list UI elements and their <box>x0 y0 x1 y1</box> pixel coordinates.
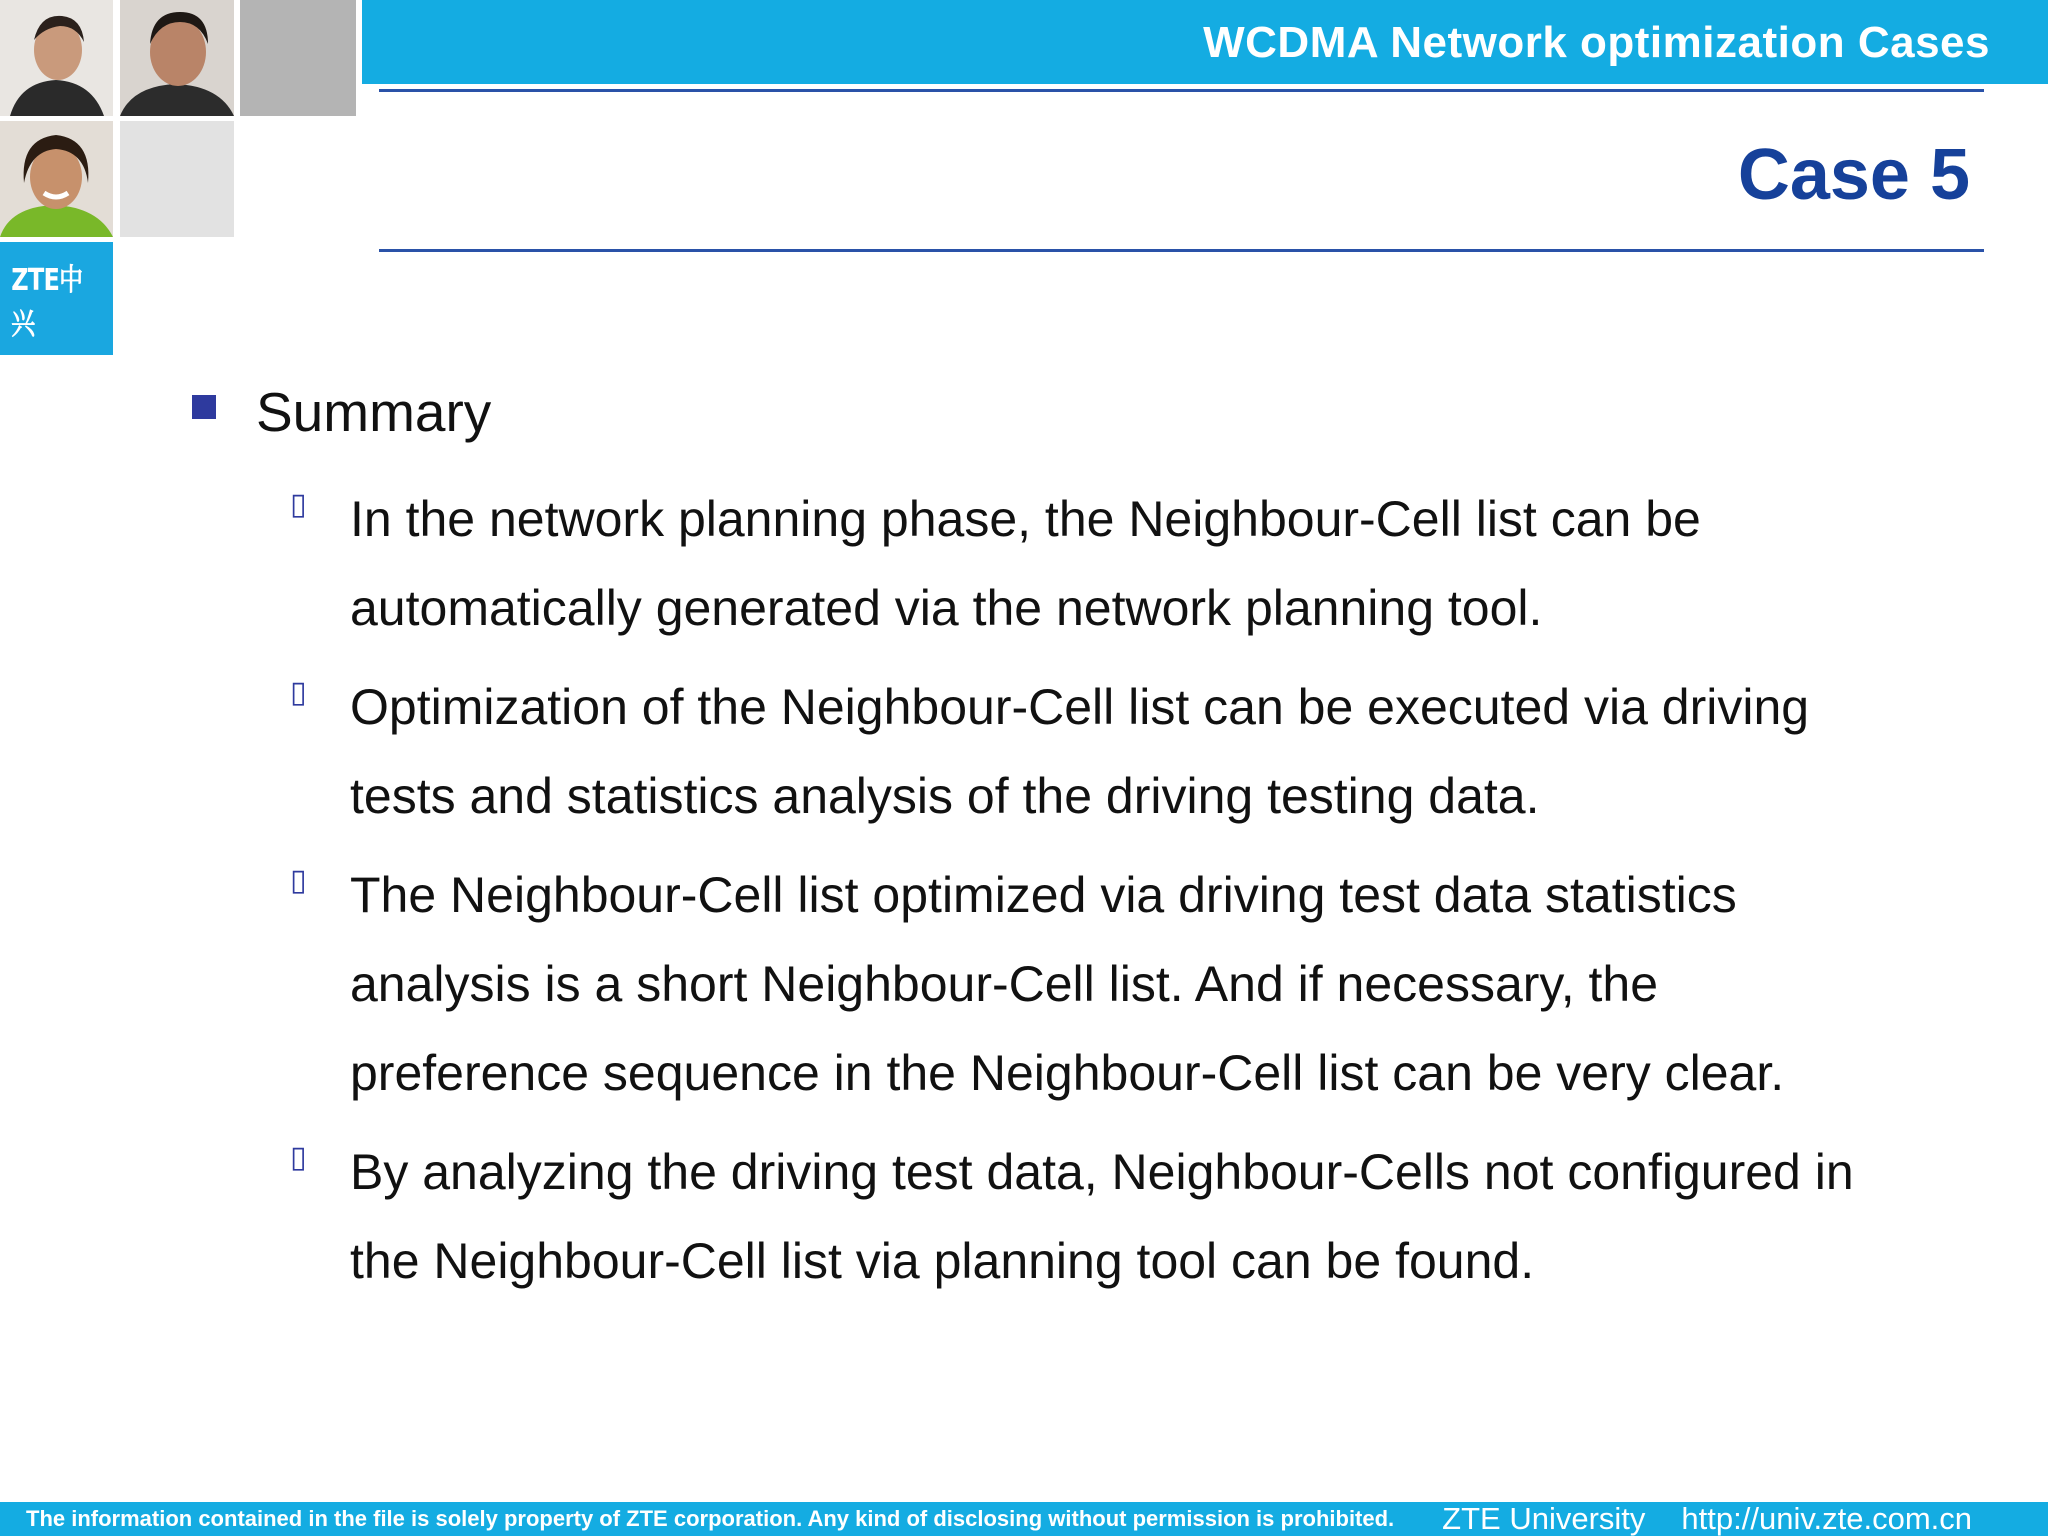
light-gray-tile <box>120 121 234 237</box>
list-item <box>290 851 1890 1118</box>
person-photo-3 <box>0 121 113 237</box>
summary-list <box>290 475 1890 1316</box>
footer-url-link[interactable]: http://univ.zte.com.cn <box>1681 1501 1973 1536</box>
list-item <box>290 1128 1890 1306</box>
header-rule-top <box>379 89 1984 92</box>
square-bullet-icon <box>192 395 216 419</box>
slide-title: Case 5 <box>1737 135 1970 215</box>
gray-tile <box>240 0 356 116</box>
list-item-text: In the network planning phase, the Neighbour-Cell list can be automatically generated via the network planning tool. <box>350 491 1701 636</box>
list-item-text: By analyzing the driving test data, Neighbour-Cells not configured in the Neighbour-Cell list via planning tool can be found. <box>350 1144 1854 1289</box>
summary-heading <box>192 380 491 444</box>
header-rule-bottom <box>379 249 1984 252</box>
arrow-bullet-icon: ▯ <box>290 675 307 710</box>
list-item <box>290 475 1890 653</box>
zte-logo <box>0 242 113 355</box>
footer-legal-notice: The information contained in the file is solely property of ZTE corporation. Any kind of disclosing without permission is prohibited. <box>26 1506 1395 1531</box>
arrow-bullet-icon: ▯ <box>290 863 307 898</box>
person-photo-1 <box>0 0 113 116</box>
zte-logo-text: ZTE中兴 <box>11 262 83 342</box>
banner-title: WCDMA Network optimization Cases <box>1203 18 1990 67</box>
list-item <box>290 663 1890 841</box>
arrow-bullet-icon: ▯ <box>290 1140 307 1175</box>
list-item-text: Optimization of the Neighbour-Cell list can be executed via driving tests and statistics analysis of the driving testing data. <box>350 679 1810 824</box>
arrow-bullet-icon: ▯ <box>290 487 307 522</box>
footer-university: ZTE University <box>1442 1501 1646 1536</box>
header-banner <box>362 0 2048 84</box>
summary-label: Summary <box>256 381 492 443</box>
list-item-text: The Neighbour-Cell list optimized via driving test data statistics analysis is a short Neighbour-Cell list. And if necessary, the preference sequence in the Neighbour-Cell list can be very clear. <box>350 867 1785 1101</box>
person-photo-2 <box>120 0 234 116</box>
footer-bar <box>0 1502 2048 1536</box>
